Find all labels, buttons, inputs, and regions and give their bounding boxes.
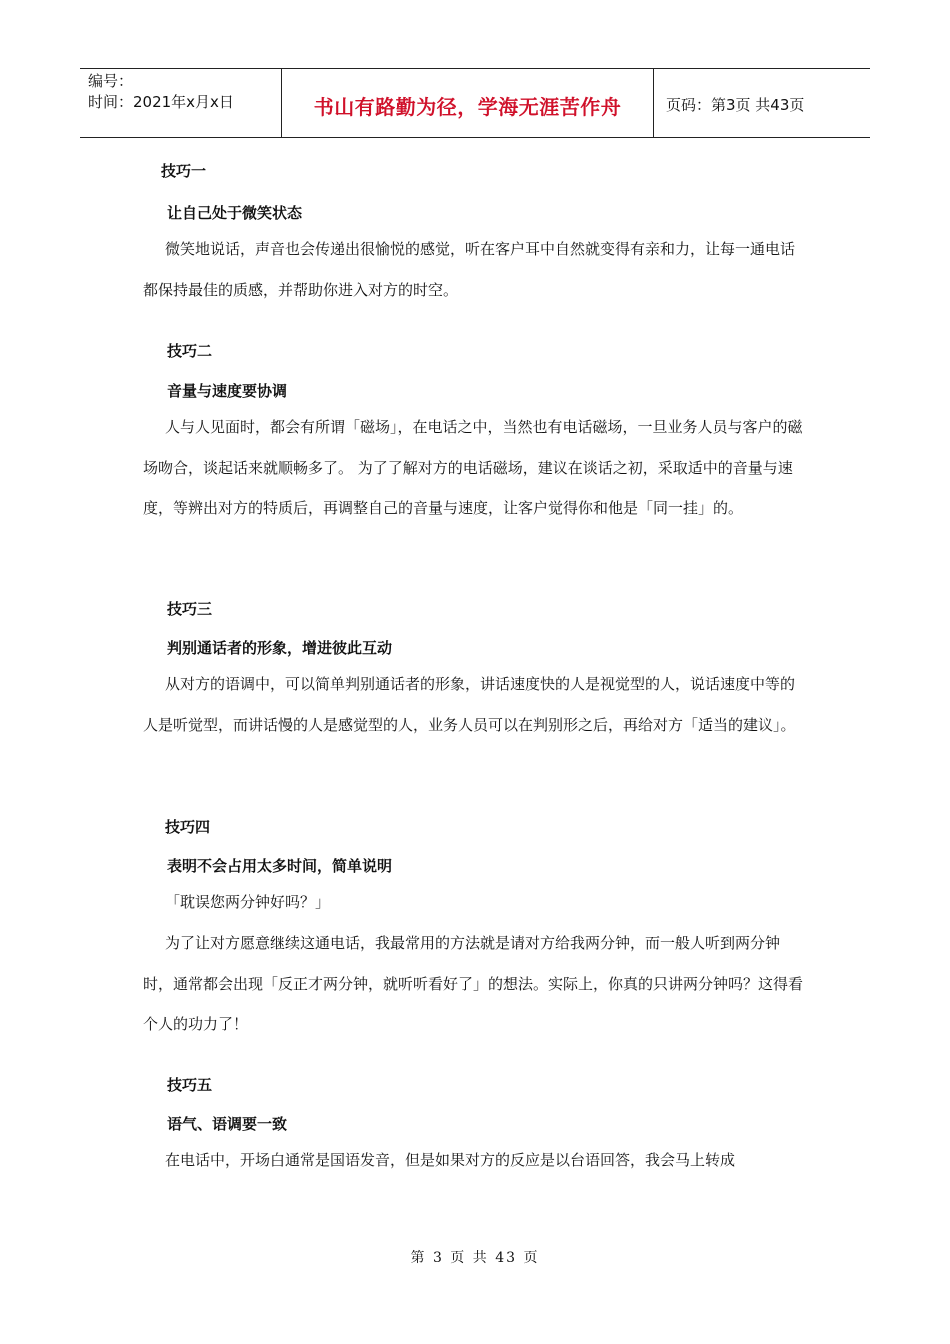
document-time-label: 时间：2021年x月x日 [88, 93, 234, 111]
tip-title-4: 表明不会占用太多时间，简单说明 [167, 857, 393, 875]
tip-paragraph-2: 人与人见面时，都会有所谓「磁场」，在电话之中，当然也有电话磁场，一旦业务人员与客户的磁场吻合，谈起话来就顺畅多了。 为了了解对方的电话磁场，建议在谈话之初，采取适中的音量与速度，等辨出对方的特质后，再调整自己的音量与速度，让客户觉得你和他是「同一挂」的。 [143, 418, 803, 517]
tip-title-1: 让自己处于微笑状态 [167, 204, 303, 222]
tip-paragraph-3: 从对方的语调中，可以简单判别通话者的形象，讲话速度快的人是视觉型的人，说话速度中等的人是听觉型，而讲话慢的人是感觉型的人，业务人员可以在判别形之后，再给对方「适当的建议」。 [143, 675, 796, 734]
tip-paragraph-4: 为了让对方愿意继续这通电话，我最常用的方法就是请对方给我两分钟，而一般人听到两分钟时，通常都会出现「反正才两分钟，就听听看好了」的想法。实际上，你真的只讲两分钟吗？这得看个人的功力了！ [143, 934, 804, 1033]
tip-heading-3: 技巧三 [167, 600, 213, 618]
tip-heading-4: 技巧四 [165, 818, 211, 836]
tip-heading-1: 技巧一 [161, 162, 207, 180]
tip-quote-4: 「耽误您两分钟好吗？」 [165, 893, 331, 911]
document-number-label: 编号： [88, 72, 134, 90]
page-header [80, 68, 870, 138]
tip-title-2: 音量与速度要协调 [167, 382, 288, 400]
tip-title-5: 语气、语调要一致 [167, 1115, 288, 1133]
page-footer: 第 3 页 共 43 页 [410, 1250, 540, 1266]
tip-heading-5: 技巧五 [167, 1076, 213, 1094]
tip-title-3: 判别通话者的形象，增进彼此互动 [167, 639, 393, 657]
header-page-cell [654, 69, 870, 137]
header-page-info: 页码：第3页 共43页 [666, 96, 805, 114]
header-motto-cell [282, 69, 654, 137]
tip-paragraph-5: 在电话中，开场白通常是国语发音，但是如果对方的反应是以台语回答，我会马上转成 [165, 1151, 736, 1169]
tip-heading-2: 技巧二 [167, 342, 213, 360]
header-motto: 书山有路勤为径，学海无涯苦作舟 [313, 95, 622, 119]
header-meta-cell [80, 69, 282, 137]
tip-paragraph-1: 微笑地说话，声音也会传递出很愉悦的感觉，听在客户耳中自然就变得有亲和力，让每一通电话都保持最佳的质感，并帮助你进入对方的时空。 [143, 240, 796, 299]
